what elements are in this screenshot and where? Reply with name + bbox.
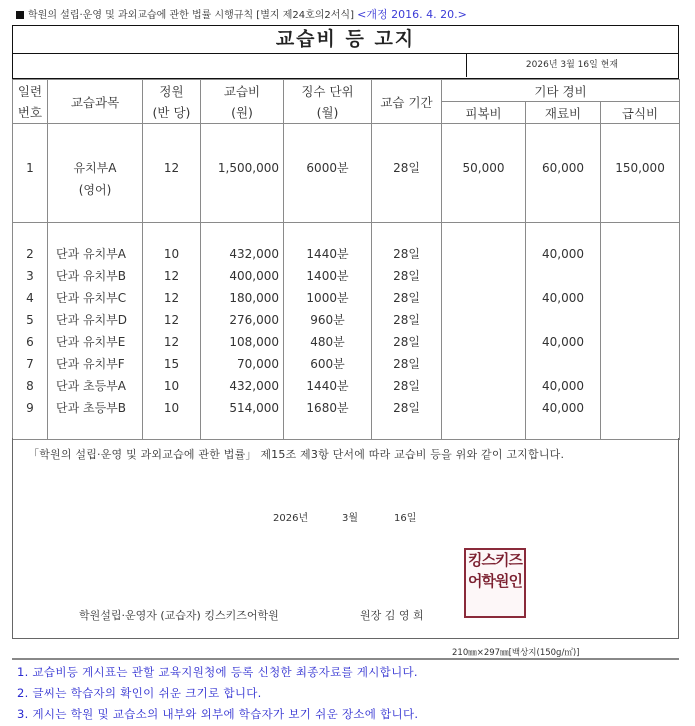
official-seal-icon: 킹스키즈어학원인 — [464, 548, 526, 618]
header-no: 일련 — [13, 80, 48, 102]
notes-divider — [12, 658, 679, 660]
regulation-header — [16, 6, 467, 22]
fee-table — [12, 79, 680, 440]
col-uniform — [442, 223, 525, 419]
note-item: 2. 글씨는 학습자의 확인이 쉬운 크기로 합니다. — [17, 686, 262, 700]
header-capacity-2: (반 당) — [143, 102, 201, 124]
header-subject: 교습과목 — [48, 80, 143, 124]
header-period: 교습 기간 — [372, 80, 442, 124]
row-period: 28일 — [393, 161, 420, 175]
director-name: 원장 김 영 희 — [360, 609, 424, 622]
form-title: 교습비 등 고지 — [12, 25, 679, 54]
header-other-costs: 기타 경비 — [442, 80, 680, 102]
notice-year: 2026년 — [273, 513, 309, 524]
operator-name: 학원설립·운영자 (교습자) 킹스키즈어학원 — [79, 609, 279, 622]
header-unit: 징수 단위 — [284, 80, 372, 102]
row-material: 60,000 — [542, 161, 584, 175]
header-unit-2: (월) — [284, 102, 372, 124]
col-meal — [601, 223, 679, 419]
law-statement: 「학원의 설립·운영 및 과외교습에 관한 법률」 제15조 제3항 단서에 따라 교습비 등을 위와 같이 고지합니다. — [28, 448, 565, 461]
col-material: 40,000 40,000 40,000 40,000 40,000 — [542, 247, 584, 415]
header-fee-2: (원) — [201, 102, 284, 124]
table-row-group — [13, 223, 680, 440]
note-item: 1. 교습비등 게시표는 관할 교육지원청에 등록 신청한 최종자료를 게시합니다. — [17, 665, 418, 679]
square-bullet-icon — [16, 11, 24, 19]
col-capacity: 10 12 12 12 12 15 10 10 — [163, 247, 180, 415]
date-row — [12, 53, 679, 79]
as-of-date: 2026년 3월 16일 현재 — [525, 60, 619, 70]
revision-date: <개정 2016. 4. 20.> — [357, 8, 467, 21]
note-item: 3. 게시는 학원 및 교습소의 내부와 외부에 학습자가 보기 쉬운 장소에 합니다. — [17, 707, 419, 721]
col-period: 28일 28일 28일 28일 28일 28일 28일 28일 — [393, 247, 420, 415]
header-uniform: 피복비 — [442, 102, 526, 124]
col-subject: 단과 유치부A 단과 유치부B 단과 유치부C 단과 유치부D 단과 유치부E 단과 유치부F 단과 초등부A 단과 초등부B — [56, 247, 128, 415]
header-fee: 교습비 — [201, 80, 284, 102]
col-unit: 1440분 1400분 1000분 960분 480분 600분 1440분 1680분 — [306, 247, 349, 415]
header-no-2: 번호 — [13, 102, 48, 124]
row-subject: 유치부A (영어) — [73, 161, 117, 197]
row-fee: 1,500,000 — [217, 161, 279, 175]
table-row — [13, 124, 680, 223]
col-fee: 432,000 400,000 180,000 276,000 108,000 70,000 432,000 514,000 — [229, 247, 279, 415]
header-capacity: 정원 — [143, 80, 201, 102]
row-no: 1 — [26, 161, 34, 175]
notice-month: 3월 — [342, 513, 359, 524]
row-unit: 6000분 — [306, 161, 349, 175]
regulation-line: 학원의 설립·운영 및 과외교습에 관한 법률 시행규칙 [별지 제24호의2서식] — [28, 10, 354, 21]
header-meal: 급식비 — [601, 102, 680, 124]
notes-list — [17, 662, 418, 725]
row-meal: 150,000 — [615, 161, 665, 175]
col-no: 2 3 4 5 6 7 8 9 — [26, 247, 34, 415]
row-capacity: 12 — [163, 161, 180, 175]
row-uniform: 50,000 — [462, 161, 505, 175]
notice-box — [12, 438, 679, 639]
paper-spec: 210㎜×297㎜[백상지(150g/㎡)] — [452, 648, 580, 658]
notice-day: 16일 — [394, 513, 417, 524]
header-material: 재료비 — [526, 102, 601, 124]
